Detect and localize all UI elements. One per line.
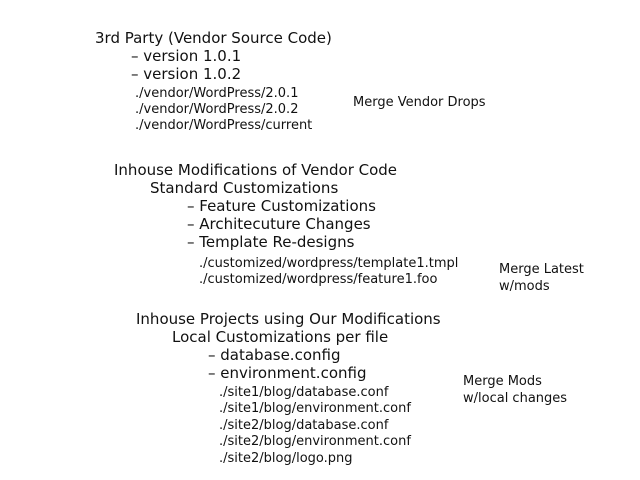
merge-latest-note <box>499 261 584 295</box>
merge-latest-note-line: Merge Latest <box>499 262 584 277</box>
vendor-version-item: – version 1.0.2 <box>131 65 242 83</box>
projects-heading: Inhouse Projects using Our Modifications <box>136 310 441 328</box>
vendor-path: ./vendor/WordPress/2.0.2 <box>135 102 299 117</box>
merge-mods-note-line: Merge Mods <box>463 374 542 389</box>
site-path: ./site1/blog/environment.conf <box>219 401 411 416</box>
vendor-version-item: – version 1.0.1 <box>131 47 242 65</box>
modifications-subheading: Standard Customizations <box>150 179 339 197</box>
modification-item: – Template Re-designs <box>187 233 355 251</box>
modifications-heading: Inhouse Modifications of Vendor Code <box>114 161 398 179</box>
site-path: ./site2/blog/database.conf <box>219 418 389 433</box>
modification-item: – Architecuture Changes <box>187 215 371 233</box>
merge-mods-note-line: w/local changes <box>463 391 568 406</box>
merge-vendor-note: Merge Vendor Drops <box>353 95 486 110</box>
customized-path: ./customized/wordpress/feature1.foo <box>199 272 438 287</box>
merge-latest-note-line: w/mods <box>499 279 550 294</box>
modification-item: – Feature Customizations <box>187 197 376 215</box>
customized-path: ./customized/wordpress/template1.tmpl <box>199 256 459 271</box>
site-path: ./site2/blog/logo.png <box>219 451 353 466</box>
vendor-path: ./vendor/WordPress/2.0.1 <box>135 86 299 101</box>
local-config-item: – environment.config <box>208 364 367 382</box>
vendor-heading: 3rd Party (Vendor Source Code) <box>95 29 332 47</box>
local-config-item: – database.config <box>208 346 341 364</box>
site-path: ./site2/blog/environment.conf <box>219 434 411 449</box>
projects-subheading: Local Customizations per file <box>172 328 389 346</box>
site-path: ./site1/blog/database.conf <box>219 385 389 400</box>
vendor-path: ./vendor/WordPress/current <box>135 118 313 133</box>
merge-mods-note <box>463 373 567 407</box>
